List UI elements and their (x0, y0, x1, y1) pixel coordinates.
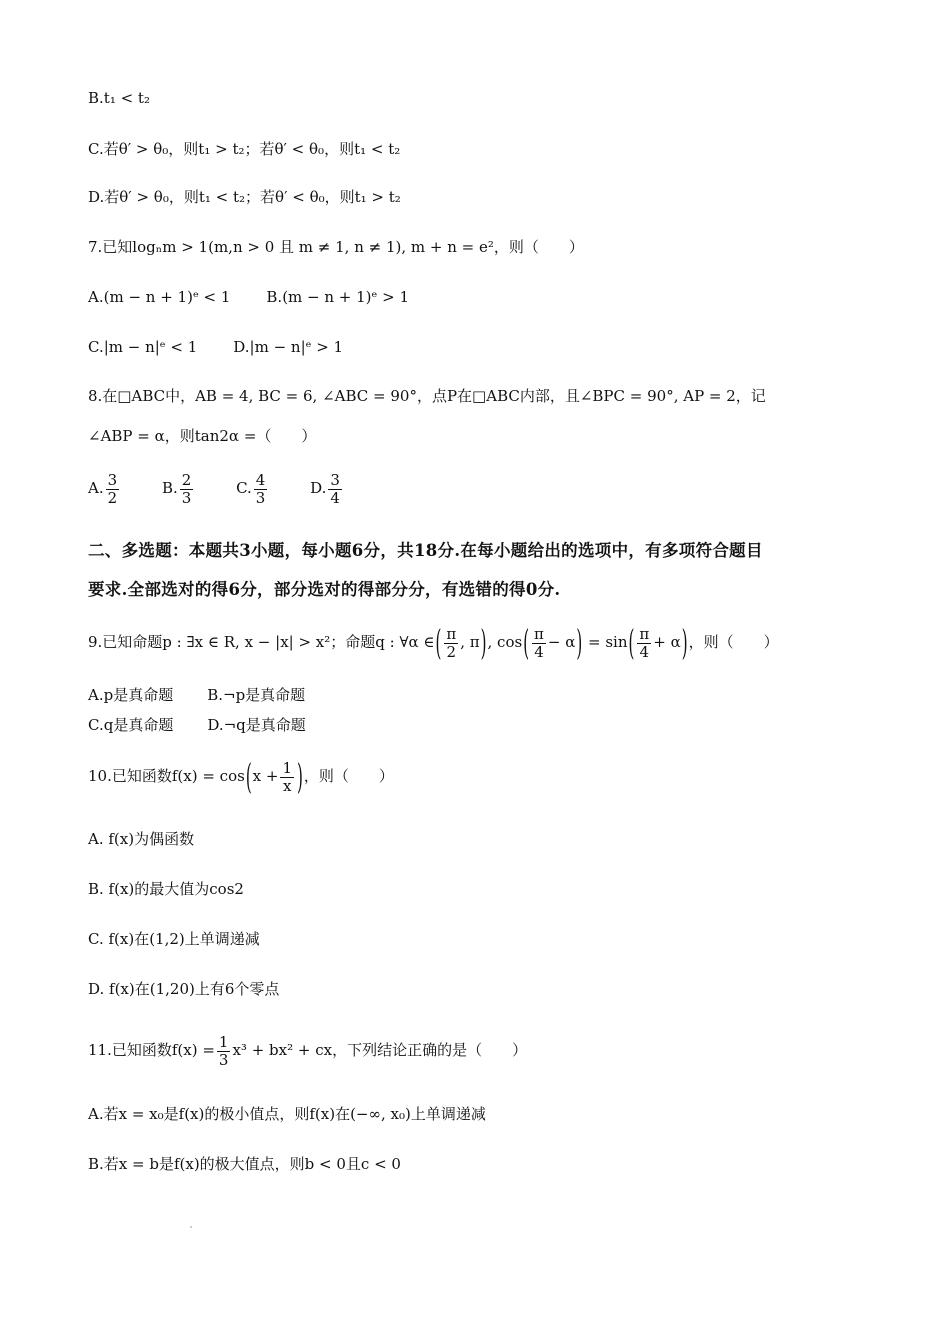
q7-options-ab (88, 287, 409, 307)
q10-option-a: A. f(x)为偶函数 (88, 830, 195, 848)
q9-option-c: C.q是真命题 (88, 716, 174, 734)
q10-option-d: D. f(x)在(1,20)上有6个零点 (88, 980, 280, 998)
q7-options-cd (88, 337, 343, 357)
q9-options-ab (88, 685, 305, 705)
q7-option-d: D.|m − n|ᵉ > 1 (233, 338, 344, 356)
q7-option-b: B.(m − n + 1)ᵉ > 1 (266, 288, 409, 306)
q11-option-b: B.若x = b是f(x)的极大值点，则b < 0且c < 0 (88, 1155, 401, 1173)
q8-option-b: B. $\frac{2}{3}$ (161, 470, 192, 507)
q8-option-d: D. $\frac{3}{4}$ (310, 470, 340, 507)
q7-option-c: C.|m − n|ᵉ < 1 (88, 338, 198, 356)
q8-stem-line1: 8.在□ABC中，AB = 4, BC = 6, ∠ABC = 90°，点P在□ABC内部，且∠BPC = 90°, AP = 2，记 (88, 387, 766, 405)
q9-option-b: B.¬p是真命题 (207, 686, 306, 704)
q7-stem: 7.已知logₙm > 1(m,n > 0 且 m ≠ 1, n ≠ 1), m + n = e²，则（ ） (88, 238, 584, 256)
q9-option-d: D.¬q是真命题 (207, 716, 306, 734)
q8-option-c: C. $\frac{4}{3}$ (236, 470, 266, 507)
q8-options (88, 466, 344, 510)
q11-stem: 11.已知函数f(x) = $\frac{1}{3}$ x³ + bx² + cx，下列结论正确的是（ ） (88, 1032, 528, 1069)
section2-heading-line1: 二、多选题：本题共3小题，每小题6分，共18分.在每小题给出的选项中，有多项符合题目 (88, 541, 763, 560)
q10-option-b: B. f(x)的最大值为cos2 (88, 880, 244, 898)
q6-option-b: B.t₁ < t₂ (88, 89, 150, 107)
q6-option-c: C.若θ′ > θ₀，则t₁ > t₂；若θ′ < θ₀，则t₁ < t₂ (88, 140, 401, 158)
q10-option-c: C. f(x)在(1,2)上单调递减 (88, 930, 260, 948)
q11-option-a: A.若x = x₀是f(x)的极小值点，则f(x)在(−∞, x₀)上单调递减 (88, 1105, 486, 1123)
q7-option-a: A.(m − n + 1)ᵉ < 1 (88, 288, 231, 306)
section2-heading-line2: 要求.全部选对的得6分，部分选对的得部分分，有选错的得0分. (88, 580, 561, 599)
q9-stem: 9.已知命题p : ∃x ∈ R, x − |x| > x²；命题q : ∀α ∈( $\frac{\pi}{2}$ , π), cos( $\frac{\pi}{4}$ − α) = sin( $\frac{\pi}{4}$ + α)，则（ ） (88, 622, 779, 664)
q9-option-a: A.p是真命题 (88, 686, 174, 704)
scan-speck (190, 1226, 192, 1228)
q8-option-a: A. $\frac{3}{2}$ (88, 470, 118, 507)
q8-stem-line2: ∠ABP = α，则tan2α =（ ） (88, 427, 317, 445)
q6-option-d: D.若θ′ > θ₀，则t₁ < t₂；若θ′ < θ₀，则t₁ > t₂ (88, 188, 401, 206)
q10-stem: 10.已知函数f(x) = cos(x + $\frac{1}{x}$ )，则（ ） (88, 756, 394, 798)
q9-options-cd (88, 715, 306, 735)
